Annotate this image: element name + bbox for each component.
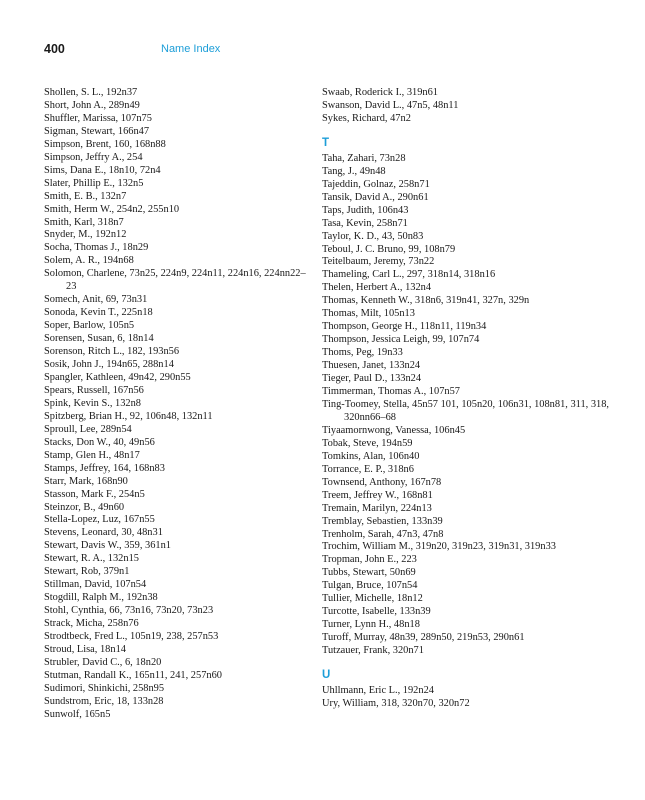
index-entry: Spitzberg, Brian H., 92, 106n48, 132n11 — [44, 410, 213, 422]
index-entry: Taha, Zahari, 73n28 — [322, 152, 406, 164]
running-head: Name Index — [161, 43, 221, 55]
index-entry: Turner, Lynn H., 48n18 — [322, 619, 420, 631]
index-entry: Snyder, M., 192n12 — [44, 229, 127, 241]
letter-heading-t: T — [322, 136, 330, 149]
index-entry: Tutzauer, Frank, 320n71 — [322, 645, 424, 657]
index-entry: Thuesen, Janet, 133n24 — [322, 360, 421, 372]
index-entry: Tremblay, Sebastien, 133n39 — [322, 515, 443, 527]
index-entry: Tubbs, Stewart, 50n69 — [322, 567, 416, 579]
index-entry: Townsend, Anthony, 167n78 — [322, 476, 442, 488]
index-entry: Spangler, Kathleen, 49n42, 290n55 — [44, 371, 191, 383]
index-entry: Sundstrom, Eric, 18, 133n28 — [44, 695, 164, 707]
index-entry: Stohl, Cynthia, 66, 73n16, 73n20, 73n23 — [44, 605, 214, 617]
index-entry: Sykes, Richard, 47n2 — [322, 112, 411, 124]
index-entry: Sosik, John J., 194n65, 288n14 — [44, 359, 174, 371]
index-entry: Sudimori, Shinkichi, 258n95 — [44, 682, 165, 694]
index-entry: Tremain, Marilyn, 224n13 — [322, 502, 432, 514]
index-entry: Solem, A. R., 194n68 — [44, 255, 134, 267]
index-entry: Short, John A., 289n49 — [44, 99, 140, 111]
index-entry: Torrance, E. P., 318n6 — [322, 463, 414, 475]
index-entry: Stacks, Don W., 40, 49n56 — [44, 436, 155, 448]
index-entry: Stella-Lopez, Luz, 167n55 — [44, 514, 155, 526]
index-entry: Stewart, Davis W., 359, 361n1 — [44, 540, 171, 552]
index-entry: Somech, Anit, 69, 73n31 — [44, 294, 148, 306]
index-entry: Sims, Dana E., 18n10, 72n4 — [44, 164, 161, 176]
index-entry: Solomon, Charlene, 73n25, 224n9, 224n11, 224n16, 224nn22–23 — [44, 268, 306, 293]
index-entry: Taylor, K. D., 43, 50n83 — [322, 230, 424, 242]
index-entry: Sorensen, Susan, 6, 18n14 — [44, 333, 154, 345]
index-entry: Tomkins, Alan, 106n40 — [322, 450, 420, 462]
index-entry: Thompson, Jessica Leigh, 99, 107n74 — [322, 334, 480, 346]
index-entry: Thompson, George H., 118n11, 119n34 — [322, 321, 487, 333]
index-entry: Stillman, David, 107n54 — [44, 579, 147, 591]
index-entry: Timmerman, Thomas A., 107n57 — [322, 386, 460, 398]
index-entry: Tullier, Michelle, 18n12 — [322, 593, 423, 605]
index-entry: Thoms, Peg, 19n33 — [322, 347, 403, 359]
index-entry: Thameling, Carl L., 297, 318n14, 318n16 — [322, 269, 496, 281]
index-entry: Smith, Herm W., 254n2, 255n10 — [44, 203, 180, 215]
index-entry: Slater, Phillip E., 132n5 — [44, 177, 144, 189]
index-entry: Tasa, Kevin, 258n71 — [322, 217, 408, 229]
index-entry: Swanson, David L., 47n5, 48n11 — [322, 99, 459, 111]
index-entry: Turoff, Murray, 48n39, 289n50, 219n53, 290n61 — [322, 632, 525, 644]
index-entry: Steinzor, B., 49n60 — [44, 501, 125, 513]
index-entry: Sproull, Lee, 289n54 — [44, 423, 132, 435]
index-entry: Simpson, Brent, 160, 168n88 — [44, 138, 166, 150]
index-entry: Ting-Toomey, Stella, 45n57 101, 105n20, 106n31, 108n81, 311, 318, 320nn66–68 — [322, 398, 610, 423]
page-number: 400 — [44, 42, 65, 56]
index-entry: Socha, Thomas J., 18n29 — [44, 242, 149, 254]
letter-heading-u: U — [322, 669, 331, 682]
index-entry: Strack, Micha, 258n76 — [44, 618, 139, 630]
index-entry: Starr, Mark, 168n90 — [44, 475, 128, 487]
index-entry: Trenholm, Sarah, 47n3, 47n8 — [322, 528, 444, 540]
index-entry: Stutman, Randall K., 165n11, 241, 257n60 — [44, 669, 222, 681]
index-column-right — [322, 87, 622, 711]
index-entry: Stamps, Jeffrey, 164, 168n83 — [44, 462, 165, 474]
index-entry: Uhllmann, Eric L., 192n24 — [322, 685, 434, 697]
index-entry: Stamp, Glen H., 48n17 — [44, 449, 140, 461]
index-entry: Tajeddin, Golnaz, 258n71 — [322, 178, 430, 190]
index-entry: Tobak, Steve, 194n59 — [322, 437, 413, 449]
index-entry: Smith, E. B., 132n7 — [44, 190, 127, 202]
index-entry: Tropman, John E., 223 — [322, 554, 417, 566]
index-entry: Tang, J., 49n48 — [322, 165, 386, 177]
index-entry: Teboul, J. C. Bruno, 99, 108n79 — [322, 243, 456, 255]
index-column-left — [44, 87, 306, 722]
index-entry: Tansik, David A., 290n61 — [322, 191, 429, 203]
index-entry: Ury, William, 318, 320n70, 320n72 — [322, 697, 470, 709]
index-entry: Stroud, Lisa, 18n14 — [44, 643, 126, 655]
index-entry: Strodtbeck, Fred L., 105n19, 238, 257n53 — [44, 631, 219, 643]
index-entry: Stewart, R. A., 132n15 — [44, 553, 139, 565]
index-entry: Trochim, William M., 319n20, 319n23, 319n31, 319n33 — [322, 541, 556, 553]
index-entry: Soper, Barlow, 105n5 — [44, 320, 135, 332]
index-entry: Turcotte, Isabelle, 133n39 — [322, 606, 431, 618]
index-entry: Stewart, Rob, 379n1 — [44, 566, 130, 578]
index-entry: Tieger, Paul D., 133n24 — [322, 373, 422, 385]
index-entry: Spears, Russell, 167n56 — [44, 384, 144, 396]
index-entry: Tiyaamornwong, Vanessa, 106n45 — [322, 424, 466, 436]
index-entry: Taps, Judith, 106n43 — [322, 204, 409, 216]
index-entry: Thomas, Kenneth W., 318n6, 319n41, 327n, 329n — [322, 295, 530, 307]
index-entry: Smith, Karl, 318n7 — [44, 216, 124, 228]
index-entry: Thelen, Herbert A., 132n4 — [322, 282, 432, 294]
index-entry: Shollen, S. L., 192n37 — [44, 87, 138, 98]
index-entry: Sunwolf, 165n5 — [44, 708, 111, 720]
index-entry: Stasson, Mark F., 254n5 — [44, 488, 145, 500]
index-entry: Sonoda, Kevin T., 225n18 — [44, 307, 153, 319]
index-entry: Stogdill, Ralph M., 192n38 — [44, 592, 158, 604]
index-entry: Tulgan, Bruce, 107n54 — [322, 580, 418, 592]
index-entry: Simpson, Jeffry A., 254 — [44, 151, 143, 163]
index-entry: Sorenson, Ritch L., 182, 193n56 — [44, 346, 180, 358]
index-entry: Stevens, Leonard, 30, 48n31 — [44, 527, 163, 539]
index-entry: Shuffler, Marissa, 107n75 — [44, 112, 152, 124]
index-entry: Teitelbaum, Jeremy, 73n22 — [322, 256, 435, 268]
index-entry: Spink, Kevin S., 132n8 — [44, 397, 141, 409]
index-entry: Swaab, Roderick I., 319n61 — [322, 87, 439, 98]
index-entry: Thomas, Milt, 105n13 — [322, 308, 415, 320]
index-entry: Sigman, Stewart, 166n47 — [44, 125, 150, 137]
index-entry: Treem, Jeffrey W., 168n81 — [322, 489, 433, 501]
index-entry: Strubler, David C., 6, 18n20 — [44, 656, 162, 668]
